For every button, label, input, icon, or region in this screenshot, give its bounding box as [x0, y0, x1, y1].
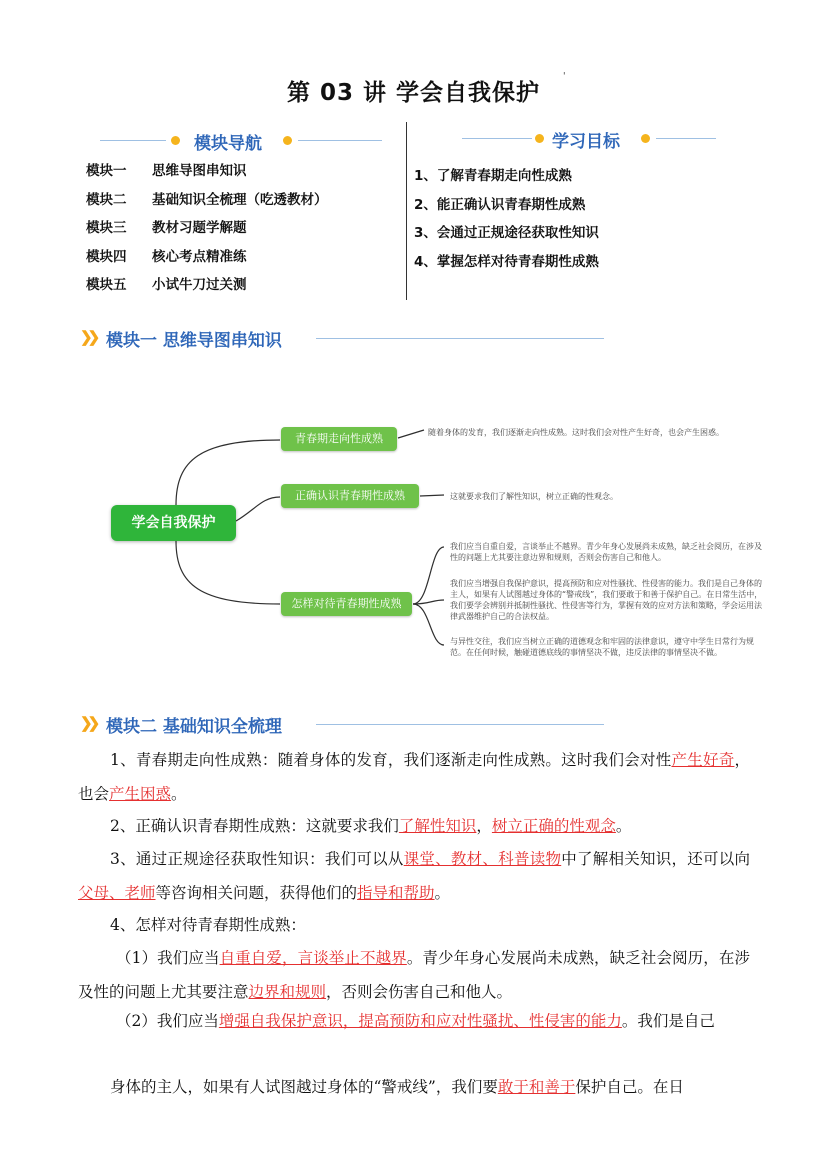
- mindmap-branch-line: [176, 541, 280, 604]
- mindmap-branch: 正确认识青春期性成熟: [281, 484, 419, 508]
- mindmap-note: 随着身体的发育，我们逐渐走向性成熟。这时我们会对性产生好奇，也会产生困惑。: [428, 428, 724, 437]
- goals-heading-rule-left: [462, 138, 532, 139]
- goals-heading-rule-right: [656, 138, 716, 139]
- key-term: 父母、老师: [78, 884, 156, 902]
- text-run: 等咨询相关问题，获得他们的: [155, 884, 358, 902]
- goal-item: 1、了解青春期走向性成熟: [414, 168, 572, 184]
- nav-item-label: 小试牛刀过关测: [152, 277, 247, 293]
- paragraph: [78, 842, 750, 910]
- text-run: 。我们是自己: [621, 1012, 715, 1030]
- nav-item-label: 基础知识全梳理（吃透教材）: [152, 191, 328, 208]
- chevron-double-icon: ❯❯: [80, 714, 96, 732]
- key-term: 增强自我保护意识，提高预防和应对性骚扰、性侵害的能力: [218, 1012, 622, 1030]
- mindmap-note: 我们应当增强自我保护意识，提高预防和应对性骚扰、性侵害的能力。我们是自己身体的主人，如果有人试图越过身体的“警戒线”，我们要敢于和善于保护自己。在日常生活中，我们要学会辨别并抵制性骚扰、性侵害等行为，掌握有效的应对方法和策略，学会运用法律武器维护自己的合法权益。: [450, 579, 763, 621]
- text-run: 2、正确认识青春期性成熟：这就要求我们: [110, 817, 399, 835]
- goal-item: 2、能正确认识青春期性成熟: [414, 196, 586, 213]
- key-term: 指导和帮助: [357, 884, 435, 902]
- nav-list: [86, 159, 328, 302]
- text-run: ，也会: [78, 751, 750, 803]
- text-run: ，: [476, 817, 492, 835]
- nav-item-label: 思维导图串知识: [152, 163, 247, 179]
- text-run: 中了解相关知识，还可以向: [561, 850, 750, 868]
- text-run: 3、通过正规途径获取性知识：我们可以从: [110, 850, 404, 868]
- nav-item-label: 核心考点精准练: [152, 248, 247, 265]
- module1-rule: [316, 338, 604, 339]
- mindmap-branch: 青春期走向性成熟: [281, 427, 397, 451]
- nav-item[interactable]: [86, 245, 328, 274]
- text-run: 。: [434, 884, 451, 902]
- paragraph: [78, 1070, 750, 1104]
- nav-item[interactable]: [86, 159, 328, 188]
- nav-heading: 模块导航: [194, 134, 262, 154]
- nav-dot-icon-right: [283, 136, 292, 145]
- key-term: 边界和规则: [248, 983, 327, 1001]
- goals-heading: 学习目标: [552, 132, 620, 152]
- module2-rule: [316, 724, 604, 725]
- key-term: 产生困惑: [109, 785, 172, 803]
- key-term: 树立正确的性观念: [491, 817, 616, 835]
- text-run: （2）我们应当: [116, 1012, 219, 1030]
- page-title: 第 03 讲 学会自我保护: [286, 80, 541, 106]
- mindmap-note: 这就要求我们了解性知识，树立正确的性观念。: [450, 492, 618, 501]
- paragraph: [78, 743, 750, 811]
- key-term: 自重自爱，言谈举止不越界: [219, 949, 407, 967]
- key-term: 敢于和善于: [497, 1078, 576, 1096]
- nav-item-label: 教材习题学解题: [152, 220, 247, 236]
- goals-list: [414, 164, 599, 278]
- key-term: 课堂、教材、科普读物: [403, 850, 562, 868]
- nav-item-key: 模块三: [86, 220, 127, 236]
- mindmap-branch-line: [176, 440, 280, 505]
- goal-item: 4、掌握怎样对待青春期性成熟: [414, 253, 599, 270]
- mindmap-note-line: [420, 495, 444, 496]
- text-run: 1、青春期走向性成熟：随着身体的发育，我们逐渐走向性成熟。这时我们会对性: [110, 751, 672, 769]
- text-run: 。: [171, 785, 187, 803]
- mindmap-note: 与异性交往，我们应当树立正确的道德观念和牢固的法律意识，遵守中学生日常行为规范。在任何时候，触碰道德底线的事情坚决不做，违反法律的事情坚决不做。: [450, 637, 754, 657]
- goals-dot-icon-right: [641, 134, 650, 143]
- title-mark: ': [563, 72, 566, 82]
- text-run: 。青少年身心发展尚未成熟，缺乏社会阅历，在涉及性的问题上尤其要注意: [78, 949, 750, 1001]
- nav-item-key: 模块四: [86, 248, 127, 265]
- mindmap-note-line: [398, 430, 424, 438]
- text-run: （1）我们应当: [116, 949, 220, 967]
- nav-item-key: 模块一: [86, 163, 127, 179]
- text-run: 身体的主人，如果有人试图越过身体的“警戒线”，我们要: [110, 1078, 498, 1096]
- mindmap-note: 我们应当自重自爱，言谈举止不越界。青少年身心发展尚未成熟，缺乏社会阅历，在涉及性的问题上尤其要注意边界和规则，否则会伤害自己和他人。: [450, 542, 762, 562]
- mindmap-branch-line: [236, 497, 280, 521]
- nav-item[interactable]: [86, 188, 328, 217]
- nav-item-key: 模块五: [86, 277, 127, 293]
- paragraph: [78, 941, 750, 1009]
- nav-item-key: 模块二: [86, 191, 127, 208]
- mindmap-note-line: [413, 547, 444, 604]
- text-run: 4、怎样对待青春期性成熟：: [110, 916, 306, 934]
- text-run: 。: [615, 817, 632, 835]
- paragraph: [78, 1004, 750, 1038]
- column-divider: [406, 122, 407, 300]
- text-run: ，否则会伤害自己和他人。: [326, 983, 513, 1001]
- chevron-double-icon: ❯❯: [80, 328, 96, 346]
- goals-dot-icon-left: [535, 134, 544, 143]
- paragraph: [78, 809, 750, 843]
- mindmap-note-line: [413, 604, 444, 645]
- nav-dot-icon-left: [171, 136, 180, 145]
- module1-title: 模块一 思维导图串知识: [106, 331, 282, 351]
- nav-heading-rule-left: [100, 140, 166, 141]
- text-run: 保护自己。在日: [575, 1078, 684, 1096]
- nav-item[interactable]: [86, 273, 328, 302]
- key-term: 了解性知识: [398, 817, 477, 835]
- mindmap-root: 学会自我保护: [111, 505, 236, 541]
- key-term: 产生好奇: [671, 751, 735, 769]
- mindmap-branch: 怎样对待青春期性成熟: [281, 592, 412, 616]
- paragraph: [78, 908, 750, 942]
- nav-item[interactable]: [86, 216, 328, 245]
- module2-title: 模块二 基础知识全梳理: [106, 717, 282, 737]
- nav-heading-rule-right: [298, 140, 382, 141]
- goal-item: 3、会通过正规途径获取性知识: [414, 225, 599, 241]
